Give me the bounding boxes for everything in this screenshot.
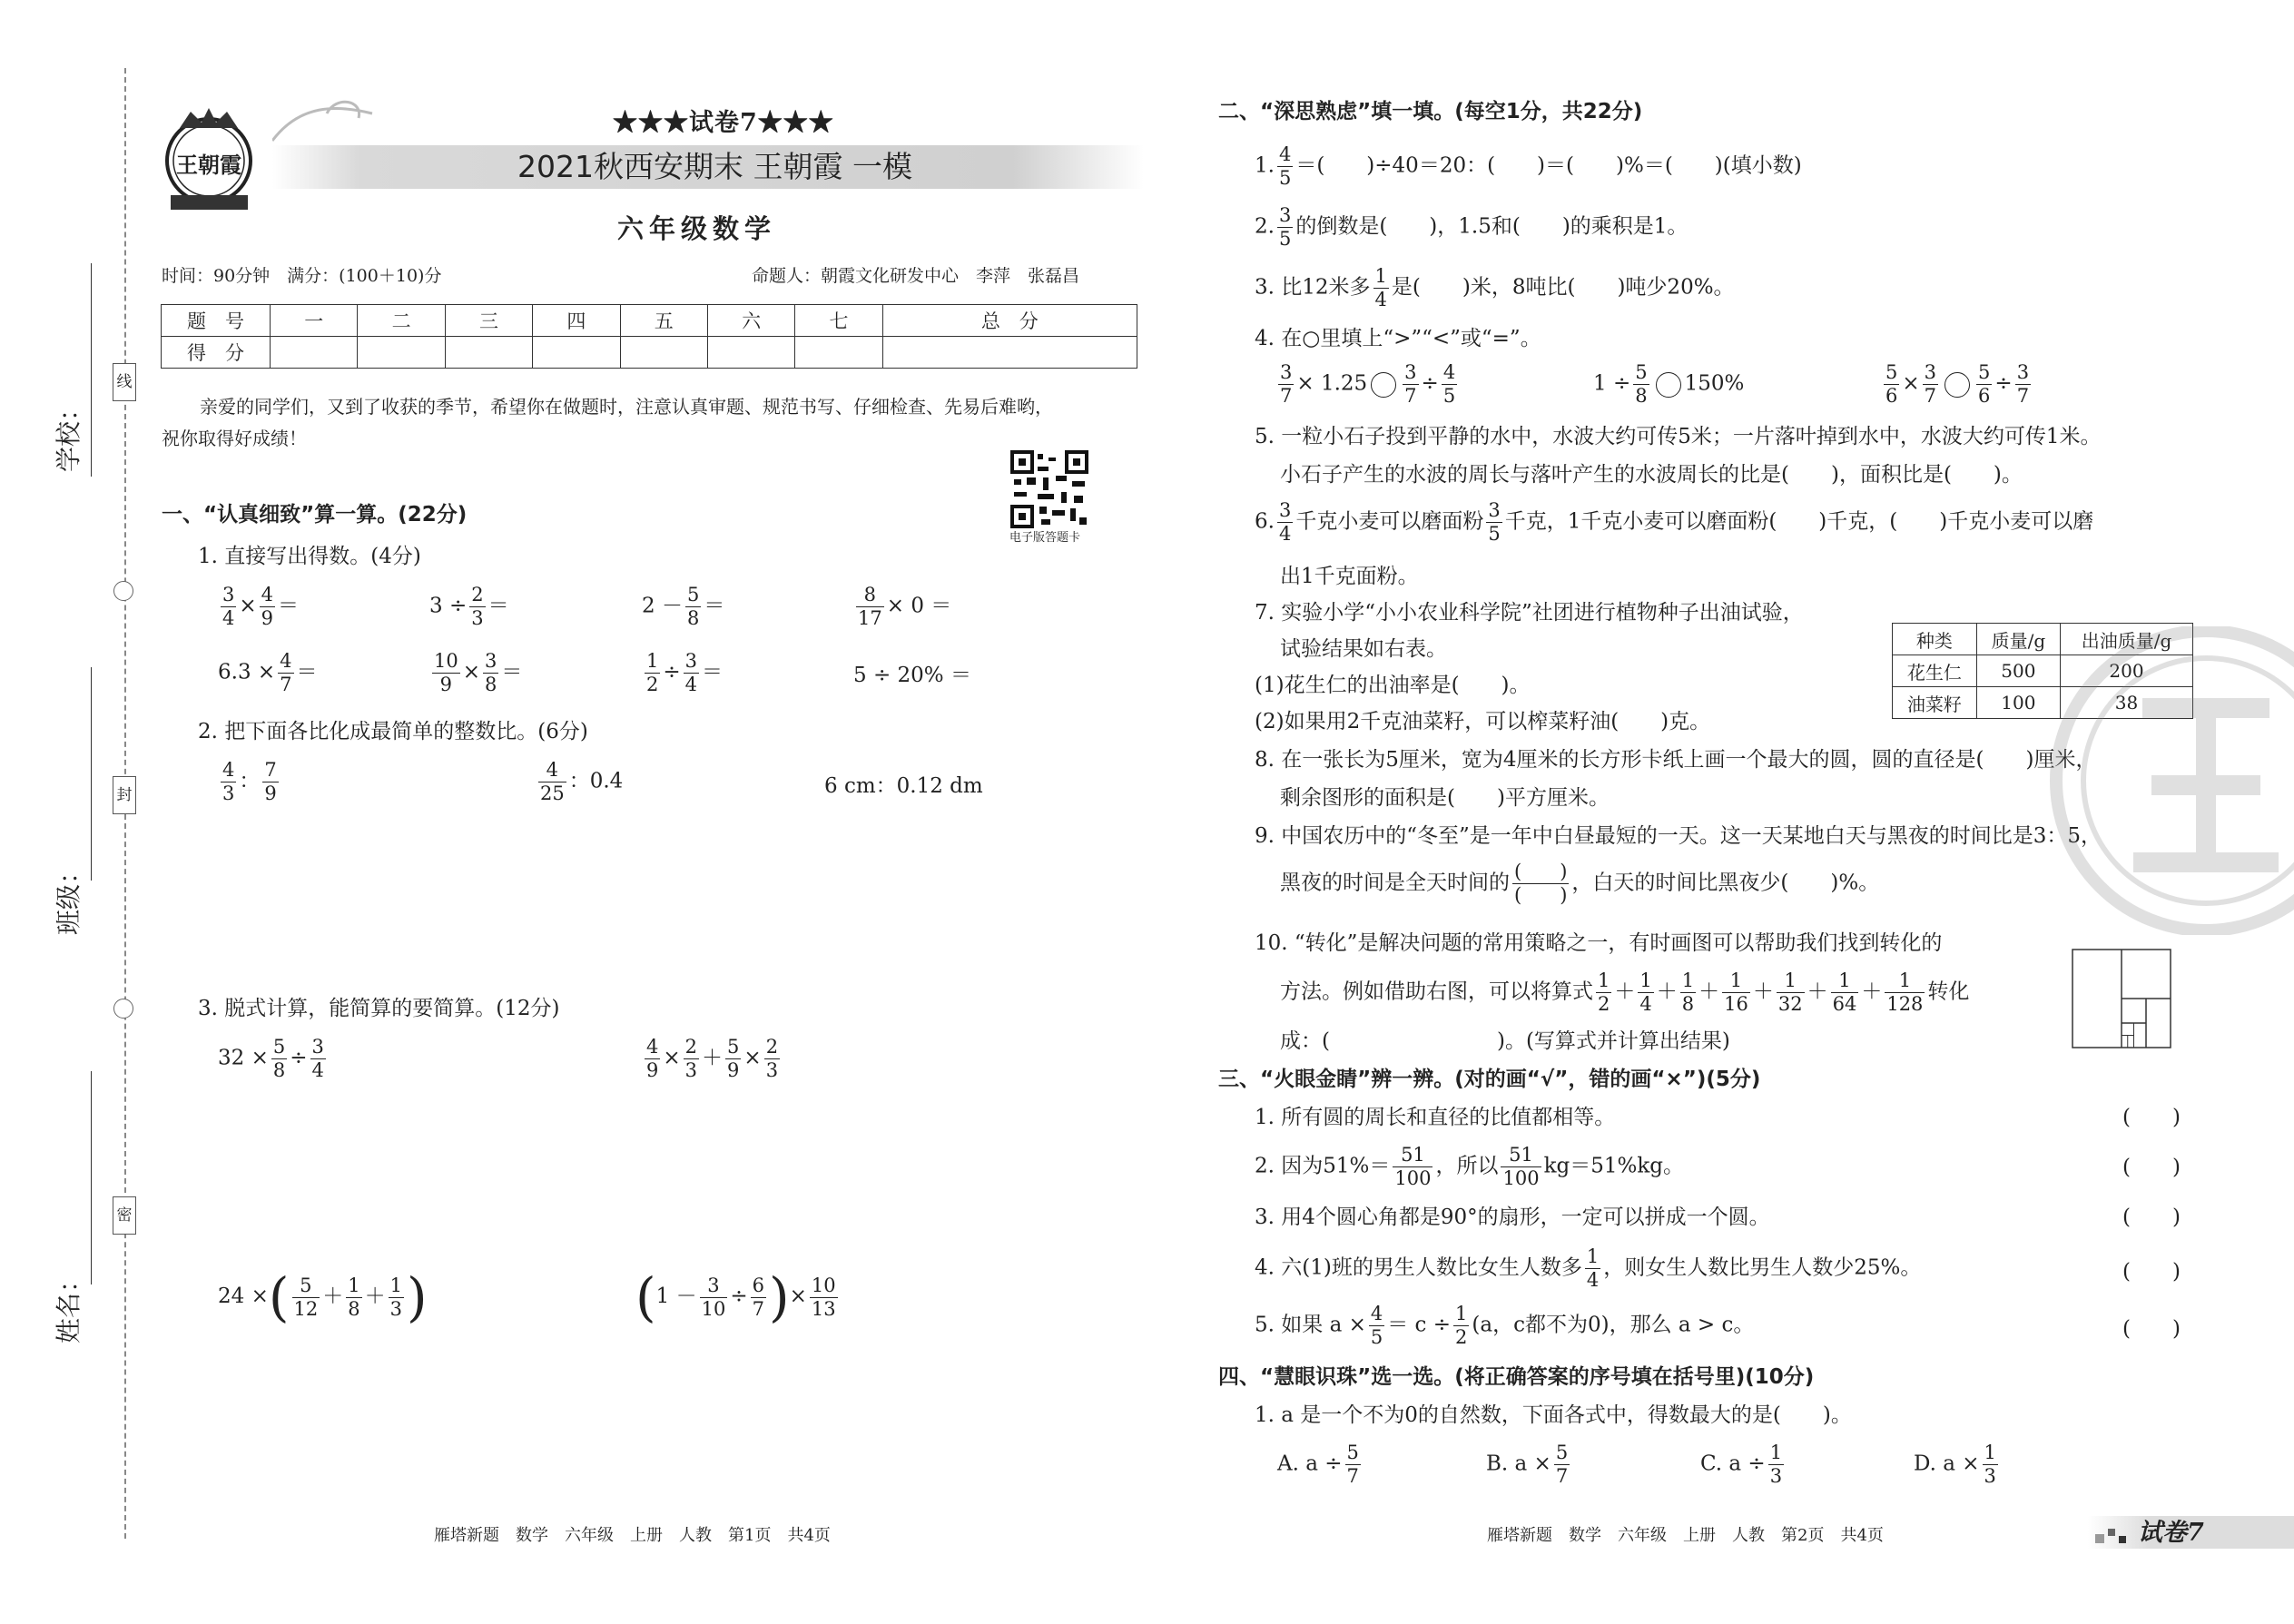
calc-6: $\frac{10}{9}$ × $\frac{3}{8}$ ＝ [434, 650, 523, 695]
exam-title: 2021秋西安期末 王朝霞 一模 [517, 149, 912, 184]
sec3-q2-c: kg＝51%kg。 [1543, 1154, 1685, 1178]
compare-3: $\frac{5}{6}$ × $\frac{3}{7}$ $\frac{5}{6}$ ÷ $\frac{3}{7}$ [1885, 361, 2030, 407]
sec2-q8-line2: 剩余图形的面积是( )平方厘米。 [1280, 786, 1610, 810]
expr-4: (1 － $\frac{3}{10}$ ÷ $\frac{6}{7}$ )× $\frac{10}{13}$ [635, 1266, 836, 1328]
seed-cell: 花生仁 [1893, 655, 1977, 687]
sec2-q7-line1: 7. 实验小学“小小农业科学院”社团进行植物种子出油试验， [1255, 601, 1804, 625]
name-label: 姓名： [54, 1266, 84, 1343]
score-input-cell[interactable] [358, 337, 445, 369]
class-label: 班级： [54, 858, 84, 935]
sec3-q4-b: ，则女生人数比男生人数少25%。 [1603, 1255, 1922, 1280]
judge-paren-2[interactable]: ( ) [2122, 1156, 2181, 1179]
option-a[interactable]: A. a ÷ $\frac{5}{7}$ [1277, 1442, 1359, 1487]
sec2-q10-b: 转化 [1927, 979, 1970, 1004]
seed-cell: 100 [1976, 687, 2060, 719]
sec2-q2: 2. $\frac{3}{5}$ 的倒数是( )，1.5和( )的乘积是1。 [1255, 204, 1689, 250]
series-label: ★★★试卷7★★★ [613, 109, 834, 137]
sec2-q5-line1: 5. 一粒小石子投到平静的水中，水波大约可传5米；一片落叶掉到水中，水波大约可传1米。 [1255, 425, 2102, 448]
score-cell: 三 [445, 305, 532, 337]
score-cell: 一 [271, 305, 358, 337]
sec3-q5: 5. 如果 a × $\frac{4}{5}$ ＝ c ÷ $\frac{1}{2}$ (a，c都不为0)，那么 a > c。 [1255, 1303, 1755, 1348]
calc-3: 2 － $\frac{5}{8}$ ＝ [642, 584, 725, 629]
school-line[interactable] [91, 263, 92, 477]
score-cell: 二 [358, 305, 445, 337]
sec3-q4-a: 4. 六(1)班的男生人数比女生人数多 [1255, 1255, 1582, 1280]
intro-line-2: 祝你取得好成绩！ [162, 428, 307, 449]
seed-cell: 200 [2060, 655, 2192, 687]
option-d[interactable]: D. a × $\frac{1}{3}$ [1914, 1442, 1996, 1487]
sec2-q9-a: 黑夜的时间是全天时间的 [1280, 871, 1510, 895]
sec3-q2-a: 2. 因为51%＝ [1255, 1154, 1391, 1178]
seed-header-cell: 质量/g [1976, 624, 2060, 655]
class-line[interactable] [91, 667, 92, 881]
binding-margin [0, 0, 163, 1624]
sec2-q10-line1: 10. “转化”是解决问题的常用策略之一，有时画图可以帮助我们找到转化的 [1255, 931, 1943, 955]
binding-tag-seal: 封 [113, 776, 136, 814]
time-score: 时间：90分钟 满分：(100＋10)分 [162, 266, 442, 286]
sec2-q7-sub1: (1)花生仁的出油率是( )。 [1255, 674, 1531, 697]
judge-paren-1[interactable]: ( ) [2122, 1106, 2181, 1129]
authors: 命题人：朝霞文化研发中心 李萍 张磊昌 [752, 266, 1080, 286]
score-cell: 四 [533, 305, 620, 337]
qr-code[interactable] [1010, 450, 1088, 528]
qr-caption: 电子版答题卡 [1009, 531, 1081, 545]
binding-dot-2 [113, 999, 133, 1019]
sec2-q2-text: 的倒数是( )，1.5和( )的乘积是1。 [1295, 214, 1689, 239]
sec1-q3: 3. 脱式计算，能简算的要简算。(12分) [198, 997, 560, 1020]
score-cell: 七 [795, 305, 882, 337]
sec2-q9-b: ，白天的时间比黑夜少( )%。 [1571, 871, 1880, 895]
sec2-q7-line2: 试验结果如右表。 [1280, 637, 1447, 661]
school-label: 学校： [54, 395, 84, 472]
sec3-q1: 1. 所有圆的周长和直径的比值都相等。 [1255, 1106, 1616, 1129]
option-b[interactable]: B. a × $\frac{5}{7}$ [1486, 1442, 1569, 1487]
watermark-seal [2024, 626, 2294, 935]
expr-1: 32 × $\frac{5}{8}$ ÷ $\frac{3}{4}$ [218, 1036, 324, 1081]
sec2-q3: 3. 比12米多 $\frac{1}{4}$ 是( )米，8吨比( )吨少20%。 [1255, 265, 1735, 310]
sec1-title: 一、“认真细致”算一算。(22分) [162, 503, 468, 527]
score-cell: 六 [707, 305, 794, 337]
sec4-q1: 1. a 是一个不为0的自然数，下面各式中，得数最大的是( )。 [1255, 1403, 1852, 1427]
score-input-cell[interactable] [445, 337, 532, 369]
sec2-q9-line1: 9. 中国农历中的“冬至”是一年中白昼最短的一天。这一天某地白天与黑夜的时间比是3：5， [1255, 824, 2102, 848]
score-cell: 五 [620, 305, 707, 337]
score-input-cell[interactable] [882, 337, 1137, 369]
judge-paren-4[interactable]: ( ) [2122, 1260, 2181, 1284]
sec2-title: 二、“深思熟虑”填一填。(每空1分，共22分) [1218, 100, 1643, 123]
sec2-q6-line2: 出1千克面粉。 [1280, 565, 1419, 588]
sec2-q1: 1. $\frac{4}{5}$ ＝( )÷40＝20：( )＝( )%＝( )(填小数) [1255, 143, 1802, 189]
score-label-cell: 得 分 [162, 337, 271, 369]
option-c[interactable]: C. a ÷ $\frac{1}{3}$ [1700, 1442, 1783, 1487]
sec2-q6: 6. $\frac{3}{4}$ 千克小麦可以磨面粉 $\frac{3}{5}$ 千克，1千克小麦可以磨面粉( )千克，( )千克小麦可以磨 [1255, 499, 2094, 545]
calc-7: $\frac{1}{2}$ ÷ $\frac{3}{4}$ ＝ [646, 650, 724, 695]
logo-badge [162, 104, 257, 218]
sec3-q5-a: 5. 如果 a × [1255, 1313, 1366, 1337]
footer-left: 雁塔新题 数学 六年级 上册 人教 第1页 共4页 [434, 1526, 831, 1545]
logo-text: 王朝霞 [176, 153, 241, 178]
judge-paren-3[interactable]: ( ) [2122, 1206, 2181, 1229]
sec3-q4: 4. 六(1)班的男生人数比女生人数多 $\frac{1}{4}$ ，则女生人数比男生人数少25%。 [1255, 1245, 1922, 1291]
score-table-header-row [162, 305, 1137, 337]
score-cell: 题 号 [162, 305, 271, 337]
compare-2: 1 ÷ $\frac{5}{8}$ 150% [1593, 361, 1745, 407]
sec3-q3: 3. 用4个圆心角都是90°的扇形，一定可以拼成一个圆。 [1255, 1206, 1770, 1229]
ratio-3: 6 cm：0.12 dm [824, 774, 983, 798]
score-input-cell[interactable] [271, 337, 358, 369]
sec3-title: 三、“火眼金睛”辨一辨。(对的画“√”，错的画“×”)(5分) [1218, 1068, 1761, 1091]
calc-5: 6.3 × $\frac{4}{7}$ ＝ [218, 650, 318, 695]
compare-circle[interactable] [1656, 372, 1681, 398]
ratio-1: $\frac{4}{3}$ ： $\frac{7}{9}$ [222, 759, 277, 804]
judge-paren-5[interactable]: ( ) [2122, 1317, 2181, 1341]
score-input-cell[interactable] [533, 337, 620, 369]
score-input-cell[interactable] [707, 337, 794, 369]
option-c-label: C. a ÷ [1700, 1452, 1766, 1476]
sec1-q2: 2. 把下面各比化成最简单的整数比。(6分) [198, 720, 588, 743]
calc-1: $\frac{3}{4}$ × $\frac{4}{9}$ ＝ [222, 584, 300, 629]
sec3-q5-b: ＝ c ÷ [1387, 1313, 1452, 1337]
seed-header-cell: 种类 [1893, 624, 1977, 655]
sec2-q3-a: 3. 比12米多 [1255, 275, 1371, 300]
seed-header-cell: 出油质量/g [2060, 624, 2192, 655]
ribbon-decoration [272, 95, 381, 150]
score-input-cell[interactable] [795, 337, 882, 369]
sec2-q7-sub2: (2)如果用2千克油菜籽，可以榨菜籽油( )克。 [1255, 710, 1711, 733]
seed-cell: 500 [1976, 655, 2060, 687]
option-b-label: B. a × [1486, 1452, 1551, 1476]
sec3-q2-b: ，所以 [1435, 1154, 1499, 1178]
expr-2: $\frac{4}{9}$ × $\frac{2}{3}$ ＋ $\frac{5}{9}$ × $\frac{2}{3}$ [646, 1036, 779, 1081]
footer-right: 雁塔新题 数学 六年级 上册 人教 第2页 共4页 [1487, 1526, 1884, 1545]
footer-badge-squares [2095, 1527, 2135, 1549]
compare-1: $\frac{3}{7}$ × 1.25 $\frac{3}{7}$ ÷ $\frac{4}{5}$ [1280, 361, 1456, 407]
option-d-label: D. a × [1914, 1452, 1980, 1476]
compare-circle[interactable] [1944, 372, 1970, 398]
sec2-q3-b: 是( )米，8吨比( )吨少20%。 [1391, 275, 1735, 300]
sec2-q10-line3: 成：( )。(写算式并计算出结果) [1280, 1029, 1730, 1053]
sec4-title: 四、“慧眼识珠”选一选。(将正确答案的序号填在括号里)(10分) [1218, 1365, 1815, 1389]
sec2-q9-line2: 黑夜的时间是全天时间的 ( ) ( ) ，白天的时间比黑夜少( )%。 [1280, 861, 1880, 906]
compare-circle[interactable] [1371, 372, 1396, 398]
intro-line-1: 亲爱的同学们，又到了收获的季节，希望你在做题时，注意认真审题、规范书写、仔细检查、先易后难哟， [200, 396, 1053, 418]
sec2-q8-line1: 8. 在一张长为5厘米，宽为4厘米的长方形卡纸上画一个最大的圆，圆的直径是( )厘米， [1255, 748, 2097, 772]
sec2-q5-line2: 小石子产生的水波的周长与落叶产生的水波周长的比是( )，面积比是( )。 [1280, 463, 2023, 487]
calc-2: 3 ÷ $\frac{2}{3}$ ＝ [429, 584, 509, 629]
sec1-q1: 1. 直接写出得数。(4分) [198, 545, 421, 568]
score-cell: 总 分 [882, 305, 1137, 337]
calc-8: 5 ÷ 20% ＝ [853, 664, 971, 687]
subject-title: 六年级数学 [617, 213, 777, 244]
name-line[interactable] [91, 1071, 92, 1284]
binding-dot-1 [113, 581, 133, 601]
sec2-q10-a: 方法。例如借助右图，可以将算式 [1280, 979, 1593, 1004]
seed-cell: 38 [2060, 687, 2192, 719]
sec2-q10-line2: 方法。例如借助右图，可以将算式 $\frac{1}{2}$ ＋ $\frac{1}{4}$ ＋ $\frac{1}{8}$ ＋ $\frac{1}{16}$ ＋ $\frac{1}{32}$ ＋ $\frac{1}{64}$ ＋ $\frac{1}{128}$ 转化 [1280, 969, 1970, 1015]
sec3-q5-c: (a，c都不为0)，那么 a > c。 [1472, 1313, 1755, 1337]
sec2-q6-b: 千克，1千克小麦可以磨面粉( )千克，( )千克小麦可以磨 [1504, 509, 2094, 534]
score-table-score-row [162, 337, 1137, 369]
square-division-diagram [2072, 949, 2171, 1048]
binding-tag-mi: 密 [113, 1196, 136, 1235]
option-a-label: A. a ÷ [1277, 1452, 1343, 1476]
ratio-2: $\frac{4}{25}$ ：0.4 [540, 759, 624, 804]
score-table [161, 304, 1137, 369]
sec2-q6-a: 千克小麦可以磨面粉 [1295, 509, 1484, 534]
sec3-q2: 2. 因为51%＝ $\frac{51}{100}$ ，所以 $\frac{51}{100}$ kg＝51%kg。 [1255, 1144, 1685, 1189]
calc-4: $\frac{8}{17}$ × 0 ＝ [858, 584, 952, 629]
sec2-q1-text: ＝( )÷40＝20：( )＝( )%＝( )(填小数) [1295, 153, 1802, 178]
binding-tag-line: 线 [113, 363, 136, 401]
expr-3: 24 ×( $\frac{5}{12}$ ＋ $\frac{1}{8}$ ＋ $\frac{1}{3}$ ) [218, 1266, 428, 1328]
footer-badge: 试卷7 [2138, 1519, 2204, 1547]
score-input-cell[interactable] [620, 337, 707, 369]
sec2-q4: 4. 在○里填上“>”“<”或“=”。 [1255, 327, 1541, 350]
seed-cell: 油菜籽 [1893, 687, 1977, 719]
